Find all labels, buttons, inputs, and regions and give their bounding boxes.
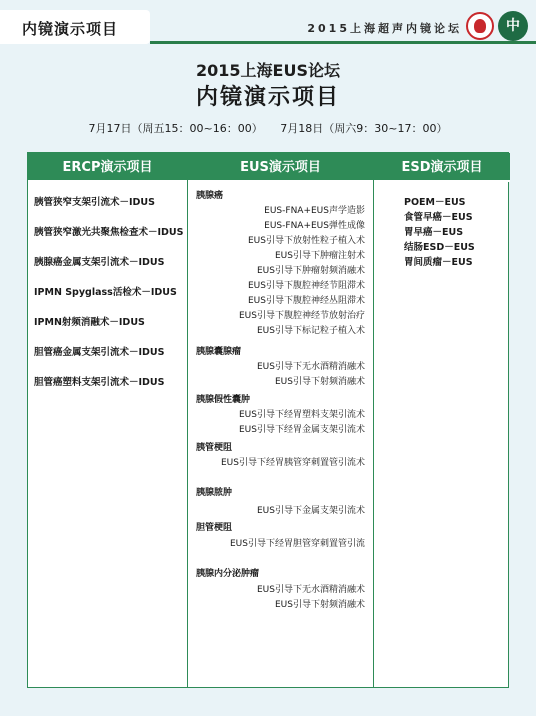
eus-column xyxy=(188,153,374,687)
list-item: 食管早癌－EUS xyxy=(404,212,473,223)
list-item: EUS引导下腹腔神经丛阻滞术 xyxy=(248,296,365,306)
esd-column-header: ESD演示项目 xyxy=(374,153,510,182)
list-item: 胰腺癌金属支架引流术－IDUS xyxy=(34,257,165,268)
section-title: 内镜演示项目 xyxy=(22,20,119,38)
list-item: EUS引导下经胃胰管穿刺置管引流术 xyxy=(221,458,365,468)
list-item: EUS引导下射频消融术 xyxy=(275,377,365,387)
date-day1: 7月17日（周五15：00~16：00） xyxy=(88,122,263,135)
list-item: 胰管狭窄激光共聚焦检查术－IDUS xyxy=(34,227,184,238)
list-item: 结肠ESD－EUS xyxy=(404,242,475,253)
list-item: EUS-FNA+EUS弹性成像 xyxy=(264,221,365,231)
list-item: EUS引导下无水酒精消融术 xyxy=(257,585,365,595)
list-item: EUS引导下经胃金属支架引流术 xyxy=(239,425,365,435)
list-item: EUS引导下经胃胆管穿刺置管引流 xyxy=(230,539,365,549)
list-item: EUS引导下腹腔神经节放射治疗 xyxy=(239,311,365,321)
eus-category: 胰管梗阻 xyxy=(196,443,233,453)
list-item: EUS引导下金属支架引流术 xyxy=(257,506,365,516)
list-item: EUS引导下经胃塑料支架引流术 xyxy=(239,410,365,420)
eus-category: 胰腺囊腺瘤 xyxy=(196,347,242,357)
ercp-column xyxy=(28,153,188,687)
list-item: EUS引导下射频消融术 xyxy=(275,600,365,610)
society-logo-icon xyxy=(466,12,494,40)
list-item: POEM－EUS xyxy=(404,197,466,208)
esd-column xyxy=(374,153,510,687)
page-title: 内镜演示项目 xyxy=(195,85,340,110)
list-item: 胰管狭窄支架引流术－IDUS xyxy=(34,197,155,208)
list-item: EUS引导下肿瘤注射术 xyxy=(275,251,365,261)
list-item: IPMN射频消融术－IDUS xyxy=(34,317,145,328)
list-item: EUS引导下无水酒精消融术 xyxy=(257,362,365,372)
list-item: 胆管癌塑料支架引流术－IDUS xyxy=(34,377,165,388)
eus-category: 胰腺癌 xyxy=(196,191,224,201)
page-subtitle: 2015上海EUS论坛 xyxy=(196,61,340,80)
forum-banner xyxy=(150,10,536,44)
forum-title: 2015上海超声内镜论坛 xyxy=(307,22,462,35)
eus-category: 胰腺脓肿 xyxy=(196,488,233,498)
date-day2: 7月18日（周六9：30~17：00） xyxy=(280,122,448,135)
eus-column-header: EUS演示项目 xyxy=(188,153,373,182)
ercp-column-header: ERCP演示项目 xyxy=(28,153,187,182)
list-item: EUS引导下腹腔神经节阻滞术 xyxy=(248,281,365,291)
eus-category: 胆管梗阻 xyxy=(196,523,233,533)
list-item: EUS引导下标记粒子植入术 xyxy=(257,326,365,336)
demo-table xyxy=(27,152,509,688)
section-tab xyxy=(0,10,150,44)
hospital-logo-icon: 中 xyxy=(498,11,528,41)
list-item: IPMN Spyglass活检术－IDUS xyxy=(34,287,177,298)
list-item: EUS-FNA+EUS声学造影 xyxy=(264,206,365,216)
list-item: 胃早癌－EUS xyxy=(404,227,464,238)
eus-category: 胰腺内分泌肿瘤 xyxy=(196,569,260,579)
list-item: EUS引导下放射性粒子植入术 xyxy=(248,236,365,246)
list-item: 胆管癌金属支架引流术－IDUS xyxy=(34,347,165,358)
list-item: EUS引导下肿瘤射频消融术 xyxy=(257,266,365,276)
eus-category: 胰腺假性囊肿 xyxy=(196,395,251,405)
schedule-dates xyxy=(0,120,536,136)
list-item: 胃间质瘤－EUS xyxy=(404,257,473,268)
top-bar xyxy=(0,10,536,44)
